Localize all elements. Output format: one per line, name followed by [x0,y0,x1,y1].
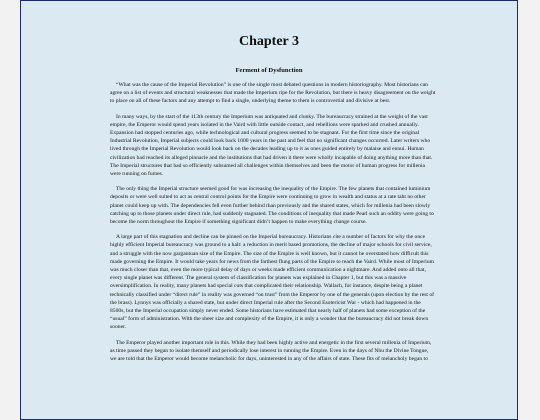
paragraph-1: “What was the cause of the Imperial Revolution” is one of the single most debated questions in modern historiography. Most historians can agree on a list of events and structural weaknesses that made the Imperium ripe for the Revolution, but there is heavy disagreement on the weight to place on all of these factors and any attempt to find a single, underlying theme to them is controvertial and divisive at best. [110,82,436,105]
document-page [20,0,518,420]
paragraph-5: The Emperor played another important role in this. While they had been highly active and energetic in the first several millenia of Imperium, as time passed they began to isolate themself and periodically lose interest in running the Empire. Even in the days of Nhu the Divine Tongue, we are told that the Emperor would become melancholic for days, uninterested in any of the affairs of state. These fits of melancholy began to [110,339,432,363]
paragraph-2: In many ways, by the start of the 113th century the Imperium was antiquated and clunky. The bureaucracy strained at the weight of the vast empire, the Emperor would spend years isolated in the Vaird with little outside contact, and rebellions were sparked and crushed annually. Expansion had stopped centuries ago, while technological and cultural progress seemed to be stagnant. For the first time since the original Industrial Revolution, Imperial subjects could look back 1000 years in the past and feel that no significant changes occurred. Later writers who lived through the Imperial Revolution would look back on the decades leading up to it as ones guided entirely by malaise and ennui. Human civilization had reached its alleged pinnacle and the institutions that had driven it there were wholly incapable of doing anything more than that. The Imperial structures that had so efficiently subsumed all challenges within themselves and been the motor of human progress for millenia were running on fumes. [110,113,433,178]
chapter-title: Chapter 3 [238,34,300,49]
paragraph-3: The only thing the Imperial structure seemed good for was increasing the inequality of the Empire. The few planets that contained luminium deposits or were well suited to act as central control points for the Empire were continuing to grow in wealth and status at a rate taht no other planet could keep up with. The dependencies fell even further behind than previously and the shared states, which for millenia had been slowly catching up to those planets under direct rule, had suddenly stagnated. The conditions of inequality that made Pearl such an oddity were going to become the norm throughout the Empire if something significant didn’t happen to make everything change course. [110,186,434,226]
chapter-subtitle: Ferment of Dysfunction [235,67,303,74]
paragraph-4: A large part of this stagnation and decline can be pinned on the Imperial bureaucracy. Historians cite a number of factors for why the once highly efficient Imperial bureaucracy was ground to a halt: a reduction in merit based promotions, the decline of major schools for civil service, and a struggle with the now gargantuan size of the Empire. The size of the Empire is well known, but it cannot be overstated how difficult this made governing the Empire. It would take years for news from the farthest flung parts of the Empire to reach the Vaird. While most of Imperium was much closer than that, even the more typical delay of days or weeks made efficient communication a nightmare. And added onto all that, every single planet was different. The general system of classification for planets was explained in Chapter 1, but this was a massive oversimplification. In reality, many planets had special cuts that complicated their relationship. Wallach, for instance, despite being a planet technically classified under “direct rule” in reality was governed “on trust” from the Emperor by one of the generals (upon election by the rest of the brass). Lynnys was officially a shared state, but under direct Imperial rule after the Second Esotericist War - which had happened in the 8500s, but the Imperial occupation simply never ended. Some historians have estimated that nearly half of planets had some exception of the “usual” form of administration. With the sheer size and complexity of the Empire, it is only a wonder that the bureaucracy did not break down sooner. [110,234,435,331]
chapter-body [110,81,436,370]
